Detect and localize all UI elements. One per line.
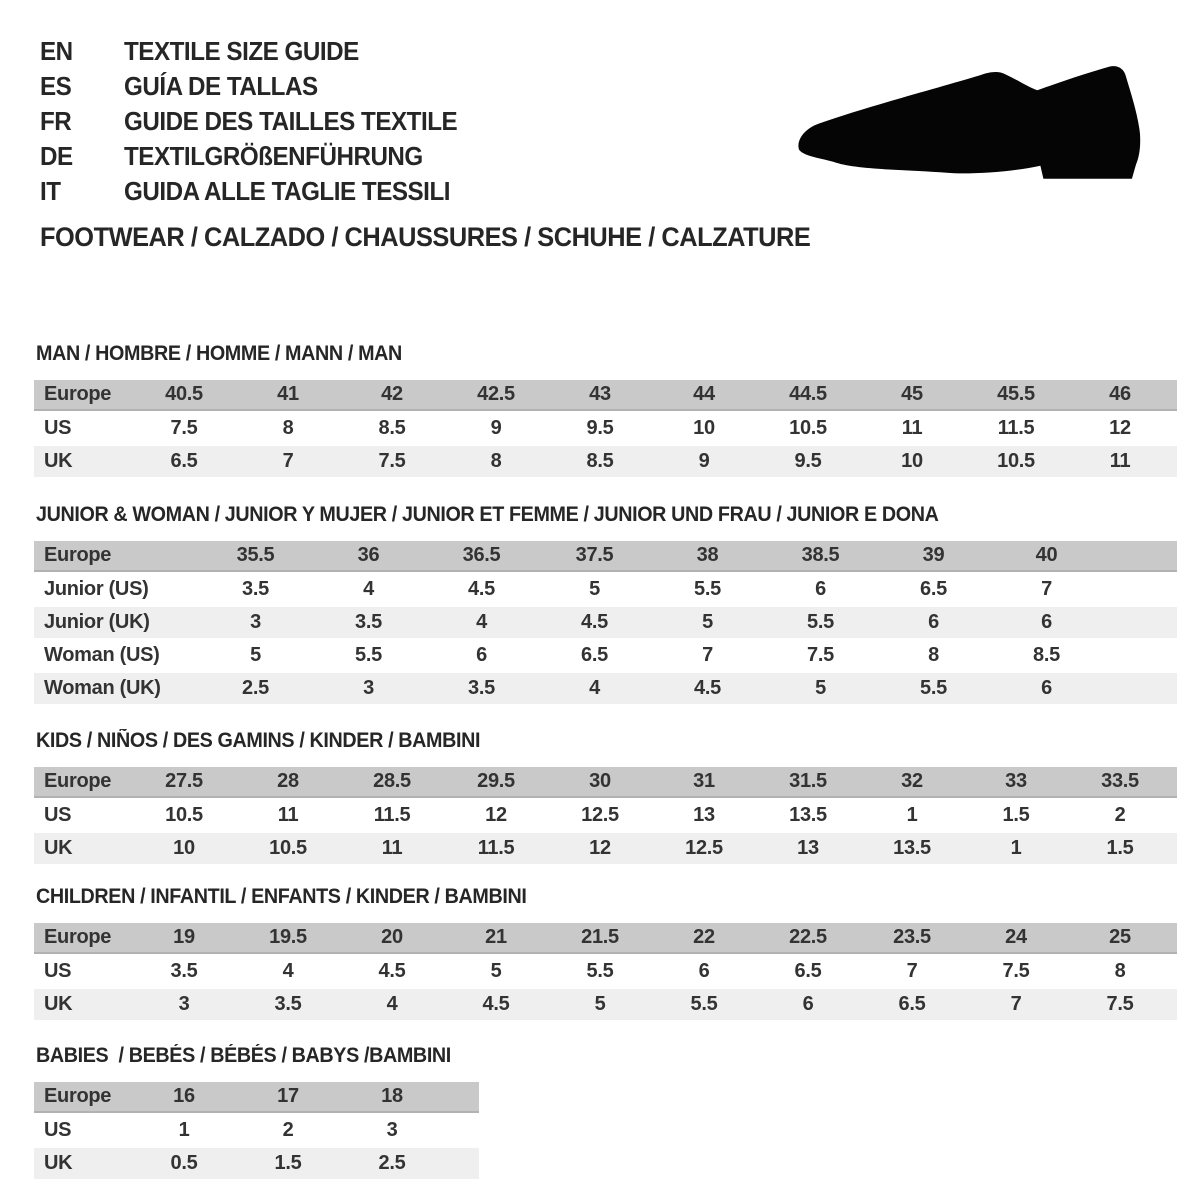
size-cell: 6 (815, 578, 826, 600)
size-cell: 12 (485, 804, 507, 826)
size-cell: 18 (381, 1085, 403, 1107)
size-cell: 1.5 (1106, 837, 1134, 859)
size-section-babies (34, 1044, 1177, 1174)
size-cell: 22.5 (789, 926, 827, 948)
row-label: Woman (UK) (44, 677, 161, 699)
size-cell: 6.5 (581, 644, 608, 666)
language-code: DE (40, 141, 73, 171)
size-cell: 13 (797, 837, 819, 859)
size-cell: 6 (476, 644, 487, 666)
language-code: FR (40, 106, 72, 136)
size-cell: 10.5 (789, 417, 827, 439)
section-title: KIDS / NIÑOS / DES GAMINS / KINDER / BAMBINI (36, 729, 481, 752)
size-cell: 41 (277, 383, 299, 405)
size-cell: 0.5 (170, 1152, 198, 1174)
language-row-en (40, 34, 482, 69)
size-cell: 4.5 (694, 677, 721, 699)
size-cell: 6 (1041, 611, 1052, 633)
size-cell: 6 (1041, 677, 1052, 699)
table-row (34, 380, 1177, 411)
size-cell: 1.5 (1002, 804, 1030, 826)
size-cell: 7 (1010, 993, 1022, 1015)
size-cell: 22 (693, 926, 715, 948)
size-cell: 11 (901, 417, 923, 439)
section-title: CHILDREN / INFANTIL / ENFANTS / KINDER / BAMBINI (36, 885, 527, 908)
size-cell: 12 (1109, 417, 1131, 439)
table-row (34, 1082, 479, 1113)
size-cell: 3 (178, 993, 190, 1015)
size-cell: 13 (693, 804, 715, 826)
size-cell: 4.5 (378, 960, 406, 982)
size-cell: 7.5 (1002, 960, 1030, 982)
row-label: Europe (44, 383, 112, 405)
size-cell: 10 (693, 417, 715, 439)
row-label: Junior (UK) (44, 611, 150, 633)
section-title: JUNIOR & WOMAN / JUNIOR Y MUJER / JUNIOR ET FEMME / JUNIOR UND FRAU / JUNIOR E DONA (36, 503, 939, 526)
size-cell: 21 (485, 926, 507, 948)
size-cell: 3.5 (242, 578, 269, 600)
size-cell: 43 (589, 383, 611, 405)
table-row (34, 956, 1177, 987)
table-row (34, 541, 1177, 572)
size-cell: 4 (589, 677, 600, 699)
size-cell: 44.5 (789, 383, 827, 405)
table-row (34, 607, 1177, 638)
size-cell: 35.5 (236, 544, 275, 566)
size-cell: 3.5 (468, 677, 495, 699)
size-cell: 39 (922, 544, 945, 566)
size-cell: 45.5 (997, 383, 1035, 405)
size-cell: 2.5 (242, 677, 269, 699)
size-cell: 42 (381, 383, 403, 405)
table-row (34, 833, 1177, 864)
size-cell: 10.5 (997, 450, 1035, 472)
size-cell: 7.5 (378, 450, 406, 472)
size-cell: 10.5 (165, 804, 203, 826)
size-cell: 1.5 (274, 1152, 302, 1174)
size-cell: 1 (178, 1119, 190, 1141)
size-cell: 44 (693, 383, 715, 405)
size-cell: 5 (815, 677, 826, 699)
size-cell: 20 (381, 926, 403, 948)
row-label: Woman (US) (44, 644, 160, 666)
table-row (34, 1148, 479, 1179)
size-cell: 13.5 (789, 804, 827, 826)
size-cell: 5 (490, 960, 502, 982)
size-cell: 6.5 (920, 578, 947, 600)
language-row-it (40, 174, 482, 209)
size-cell: 8.5 (378, 417, 406, 439)
size-cell: 5.5 (694, 578, 721, 600)
section-title: MAN / HOMBRE / HOMME / MANN / MAN (36, 342, 402, 365)
size-cell: 9.5 (586, 417, 614, 439)
size-cell: 40 (1035, 544, 1058, 566)
language-code: IT (40, 176, 61, 206)
size-cell: 4.5 (482, 993, 510, 1015)
size-cell: 46 (1109, 383, 1131, 405)
table-row (34, 989, 1177, 1020)
size-cell: 36 (357, 544, 380, 566)
row-label: US (44, 804, 72, 826)
size-cell: 5 (594, 993, 606, 1015)
size-cell: 7 (702, 644, 713, 666)
size-cell: 42.5 (477, 383, 515, 405)
size-cell: 28 (277, 770, 299, 792)
size-cell: 30 (589, 770, 611, 792)
row-label: Europe (44, 770, 112, 792)
row-label: US (44, 1119, 72, 1141)
language-title: GUIDA ALLE TAGLIE TESSILI (124, 176, 451, 206)
table-row (34, 767, 1177, 798)
size-section-kids (34, 729, 1177, 859)
size-cell: 6 (928, 611, 939, 633)
table-row (34, 1115, 479, 1146)
size-cell: 11.5 (997, 417, 1035, 439)
size-cell: 5.5 (690, 993, 718, 1015)
size-section-children (34, 885, 1177, 1015)
size-cell: 6.5 (170, 450, 198, 472)
size-cell: 11 (277, 804, 299, 826)
size-cell: 3.5 (355, 611, 382, 633)
size-cell: 4 (476, 611, 487, 633)
size-cell: 13.5 (893, 837, 931, 859)
size-cell: 45 (901, 383, 923, 405)
size-cell: 11 (381, 837, 403, 859)
row-label: Europe (44, 544, 112, 566)
size-cell: 5 (589, 578, 600, 600)
size-cell: 7 (282, 450, 294, 472)
size-cell: 5 (250, 644, 261, 666)
size-cell: 4 (282, 960, 294, 982)
size-table (34, 1082, 479, 1179)
size-cell: 11.5 (477, 837, 515, 859)
size-cell: 7.5 (807, 644, 834, 666)
size-cell: 2 (282, 1119, 294, 1141)
table-row (34, 923, 1177, 954)
category-heading: FOOTWEAR / CALZADO / CHAUSSURES / SCHUHE / CALZATURE (40, 222, 811, 252)
table-row (34, 446, 1177, 477)
size-cell: 21.5 (581, 926, 619, 948)
size-cell: 8 (282, 417, 294, 439)
language-title: TEXTILGRÖßENFÜHRUNG (124, 141, 423, 171)
size-cell: 5 (702, 611, 713, 633)
size-cell: 5.5 (355, 644, 382, 666)
size-cell: 6.5 (898, 993, 926, 1015)
row-label: US (44, 417, 72, 439)
row-label: US (44, 960, 72, 982)
size-cell: 9 (698, 450, 710, 472)
size-cell: 12.5 (581, 804, 619, 826)
size-cell: 4.5 (581, 611, 608, 633)
size-cell: 37.5 (575, 544, 614, 566)
size-cell: 8 (928, 644, 939, 666)
size-cell: 29.5 (477, 770, 515, 792)
row-label: UK (44, 837, 73, 859)
size-cell: 16 (173, 1085, 195, 1107)
size-cell: 4 (386, 993, 398, 1015)
table-row (34, 413, 1177, 444)
size-cell: 6 (698, 960, 710, 982)
size-cell: 6.5 (794, 960, 822, 982)
size-cell: 10.5 (269, 837, 307, 859)
shoe-icon (796, 62, 1148, 188)
size-table (34, 923, 1177, 1020)
size-cell: 1 (1010, 837, 1022, 859)
language-title: GUÍA DE TALLAS (124, 71, 318, 101)
size-cell: 10 (173, 837, 195, 859)
size-cell: 7.5 (1106, 993, 1134, 1015)
size-cell: 12.5 (685, 837, 723, 859)
size-cell: 5.5 (586, 960, 614, 982)
size-cell: 6 (802, 993, 814, 1015)
size-table (34, 767, 1177, 864)
row-label: UK (44, 993, 73, 1015)
language-code: ES (40, 71, 72, 101)
size-section-junior-woman (34, 503, 1177, 699)
size-cell: 3.5 (274, 993, 302, 1015)
size-cell: 8 (1114, 960, 1126, 982)
size-cell: 24 (1005, 926, 1027, 948)
size-cell: 38.5 (801, 544, 840, 566)
size-cell: 33.5 (1101, 770, 1139, 792)
language-code: EN (40, 36, 73, 66)
size-cell: 4 (363, 578, 374, 600)
size-cell: 2.5 (378, 1152, 406, 1174)
size-cell: 19 (173, 926, 195, 948)
size-cell: 3 (250, 611, 261, 633)
section-title: BABIES / BEBÉS / BÉBÉS / BABYS /BAMBINI (36, 1044, 451, 1067)
language-legend (40, 34, 482, 209)
row-label: Junior (US) (44, 578, 149, 600)
language-row-de (40, 139, 482, 174)
language-title: TEXTILE SIZE GUIDE (124, 36, 359, 66)
size-cell: 38 (696, 544, 719, 566)
size-cell: 9.5 (794, 450, 822, 472)
row-label: UK (44, 450, 73, 472)
size-cell: 36.5 (462, 544, 501, 566)
table-row (34, 673, 1177, 704)
size-cell: 11 (1109, 450, 1131, 472)
size-cell: 7 (1041, 578, 1052, 600)
size-cell: 23.5 (893, 926, 931, 948)
size-cell: 31 (693, 770, 715, 792)
size-cell: 1 (906, 804, 918, 826)
size-cell: 33 (1005, 770, 1027, 792)
size-cell: 32 (901, 770, 923, 792)
size-cell: 28.5 (373, 770, 411, 792)
language-row-fr (40, 104, 482, 139)
size-section-man (34, 342, 1177, 472)
size-table (34, 380, 1177, 477)
size-cell: 8.5 (586, 450, 614, 472)
size-cell: 31.5 (789, 770, 827, 792)
language-title: GUIDE DES TAILLES TEXTILE (124, 106, 458, 136)
size-cell: 3.5 (170, 960, 198, 982)
size-cell: 11.5 (373, 804, 411, 826)
size-cell: 7 (906, 960, 918, 982)
table-row (34, 640, 1177, 671)
size-cell: 9 (490, 417, 502, 439)
size-cell: 25 (1109, 926, 1131, 948)
size-cell: 5.5 (920, 677, 947, 699)
size-cell: 8.5 (1033, 644, 1060, 666)
row-label: Europe (44, 1085, 112, 1107)
size-cell: 19.5 (269, 926, 307, 948)
size-cell: 8 (490, 450, 502, 472)
size-cell: 10 (901, 450, 923, 472)
table-row (34, 800, 1177, 831)
size-cell: 4.5 (468, 578, 495, 600)
size-table (34, 541, 1177, 704)
size-cell: 5.5 (807, 611, 834, 633)
size-cell: 3 (363, 677, 374, 699)
table-row (34, 574, 1177, 605)
size-cell: 12 (589, 837, 611, 859)
row-label: UK (44, 1152, 73, 1174)
language-row-es (40, 69, 482, 104)
row-label: Europe (44, 926, 112, 948)
size-cell: 3 (386, 1119, 398, 1141)
size-cell: 40.5 (165, 383, 203, 405)
size-cell: 27.5 (165, 770, 203, 792)
size-cell: 2 (1114, 804, 1126, 826)
size-cell: 17 (277, 1085, 299, 1107)
size-cell: 7.5 (170, 417, 198, 439)
